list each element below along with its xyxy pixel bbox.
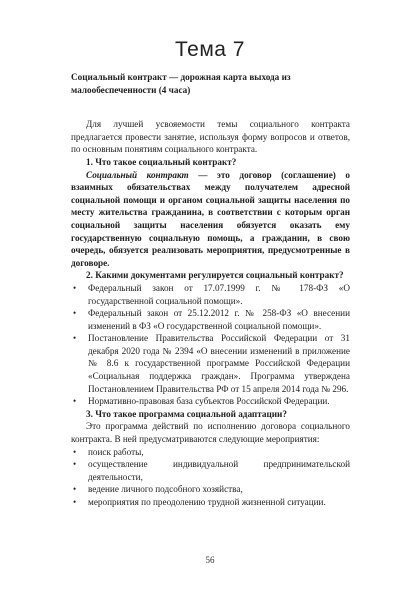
list-item: • ведение личного подсобного хозяйства,	[71, 483, 350, 496]
spacer	[71, 96, 350, 118]
definition-term: Социальный контракт	[86, 169, 189, 180]
question-2: 2. Какими документами регулируется социальный контракт?	[86, 270, 344, 281]
page-number: 56	[205, 555, 215, 565]
activities-list	[71, 446, 350, 509]
list-item: • поиск работы,	[71, 446, 350, 459]
list-item: • мероприятия по преодолению трудной жизненной ситуации.	[71, 496, 350, 509]
question-1: 1. Что такое социальный контракт?	[86, 156, 237, 167]
list-item: • Федеральный закон от 17.07.1999 г. № 178-ФЗ «О государственной социальной помощи».	[71, 282, 350, 307]
definition-text: — это договор (соглашение) о взаимных обязательствах между получателем адресной социальной помощи и органом социальной защиты населения по месту жительства гражданина, в соответствии с которым орган социальной защиты населения обязуется оказать ему государственную социальную помощь, а гражданин, в свою очередь, обязуется реализовать мероприятия, предусмотренные в договоре.	[71, 169, 350, 268]
page-body	[71, 71, 350, 509]
question-3: 3. Что такое программа социальной адаптации?	[86, 408, 287, 419]
program-paragraph: Это программа действий по исполнению договора социального контракта. В ней предусматриваются следующие мероприятия:	[71, 421, 350, 445]
list-item: • Постановление Правительства Российской Федерации от 31 декабря 2020 года № 2394 «О внесении изменений в приложение № 8.6 к государственной программе Российской Федерации «Социальная поддержка граждан». Программа утверждена Постановлением Правительства РФ от 15 апреля 2014 года № 296.	[71, 332, 350, 395]
list-item: • Нормативно-правовая база субъектов Российской Федерации.	[71, 395, 350, 408]
definition-paragraph	[71, 169, 350, 270]
topic-title: Тема 7	[175, 38, 245, 61]
intro-paragraph: Для лучшей усвояемости темы социального контракта предлагается провести занятие, используя форму вопросов и ответов, по основным понятиям социального контракта.	[71, 119, 350, 155]
section-heading: Социальный контракт — дорожная карта выхода из малообеспеченности (4 часа)	[71, 72, 291, 95]
list-item: • Федеральный закон от 25.12.2012 г. № 258-ФЗ «О внесении изменений в ФЗ «О государственной социальной помощи».	[71, 307, 350, 332]
documents-list	[71, 282, 350, 408]
list-item: • осуществление индивидуальной предпринимательской деятельности,	[71, 458, 350, 483]
